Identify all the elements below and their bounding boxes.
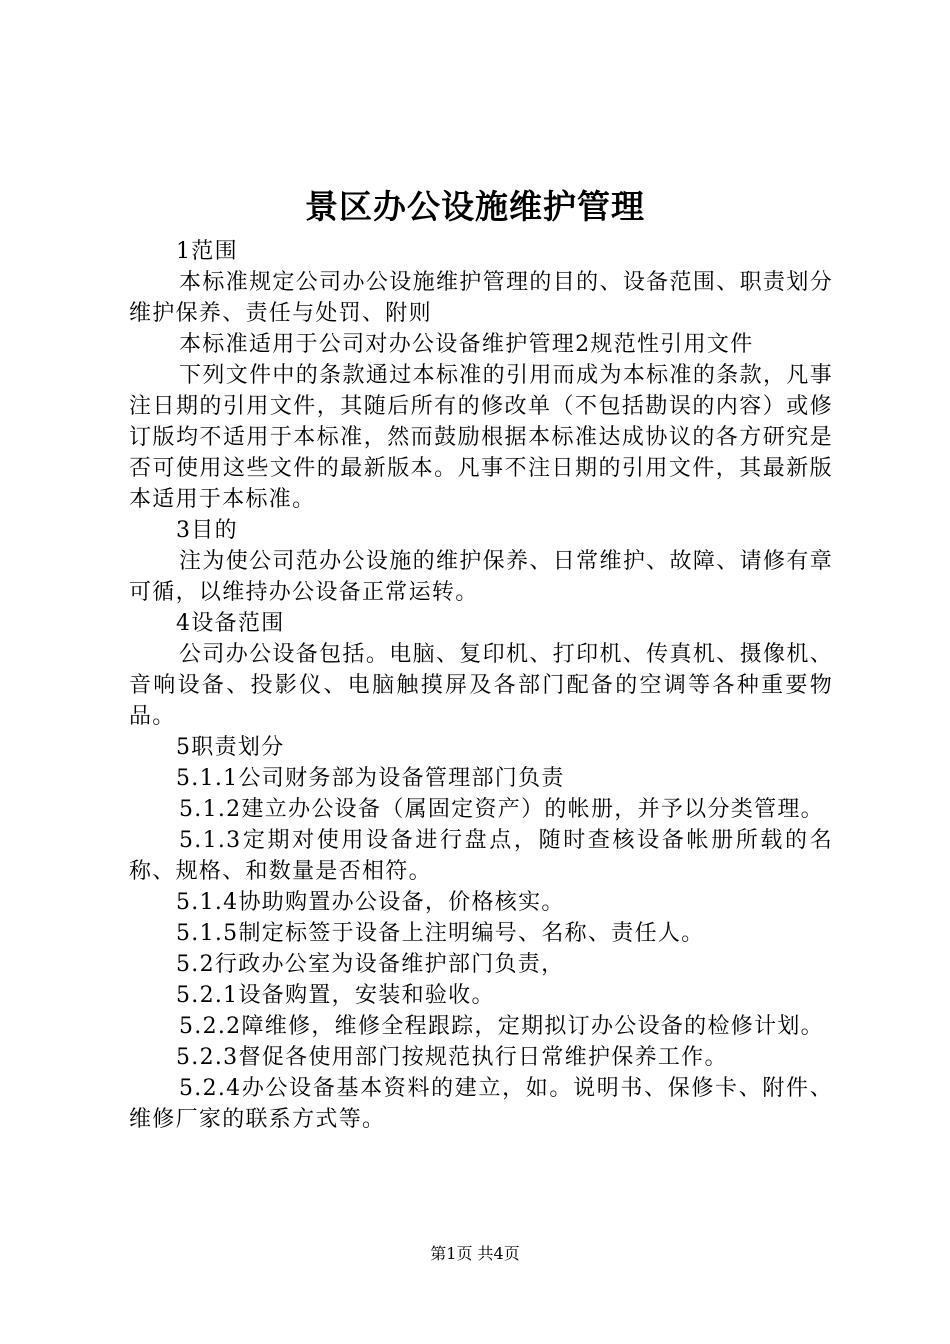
list-item: 5.1.5制定标签于设备上注明编号、名称、责任人。 (176, 921, 705, 946)
paragraph: 下列文件中的条款通过本标准的引用而成为本标准的条款，凡事注日期的引用文件，其随后所有的修改单（不包括勘误的内容）或修订版均不适用于本标准，然而鼓励根据本标准达成协议的各方研究是否可使用这些文件的最新版本。凡事不注日期的引用文件，其最新版本适用于本标准。 (129, 363, 833, 512)
section-heading-purpose: 3目的 (176, 518, 238, 543)
paragraph: 注为使公司范办公设施的维护保养、日常维护、故障、请修有章可循，以维持办公设备正常运转。 (129, 549, 833, 605)
page-number-footer: 第1页 共4页 (430, 1244, 520, 1263)
document-title: 景区办公设施维护管理 (305, 187, 645, 226)
list-item: 5.1.2建立办公设备（属固定资产）的帐册，并予以分类管理。 (179, 797, 824, 822)
list-item: 5.1.4协助购置办公设备，价格核实。 (176, 890, 565, 915)
list-item: 5.2行政办公室为设备维护部门负责， (176, 952, 565, 977)
list-item: 5.2.1设备购置，安装和验收。 (176, 983, 495, 1008)
list-item: 5.1.1公司财务部为设备管理部门负责 (176, 766, 565, 791)
document-body (129, 236, 833, 1135)
paragraph: 本标准适用于公司对办公设备维护管理2规范性引用文件 (179, 332, 754, 357)
section-heading-duties: 5职责划分 (176, 735, 285, 760)
section-heading-equipment: 4设备范围 (176, 611, 285, 636)
section-heading-scope: 1范围 (176, 239, 238, 264)
list-item: 5.2.3督促各使用部门按规范执行日常维护保养工作。 (176, 1045, 728, 1070)
list-item: 5.2.4办公设备基本资料的建立，如。说明书、保修卡、附件、维修厂家的联系方式等。 (129, 1076, 833, 1132)
paragraph: 本标准规定公司办公设施维护管理的目的、设备范围、职责划分维护保养、责任与处罚、附则 (129, 270, 833, 326)
paragraph: 公司办公设备包括。电脑、复印机、打印机、传真机、摄像机、音响设备、投影仪、电脑触摸屏及各部门配备的空调等各种重要物品。 (129, 642, 833, 729)
list-item: 5.2.2障维修，维修全程跟踪，定期拟订办公设备的检修计划。 (179, 1014, 824, 1039)
list-item: 5.1.3定期对使用设备进行盘点，随时查核设备帐册所载的名称、规格、和数量是否相符。 (129, 828, 833, 884)
